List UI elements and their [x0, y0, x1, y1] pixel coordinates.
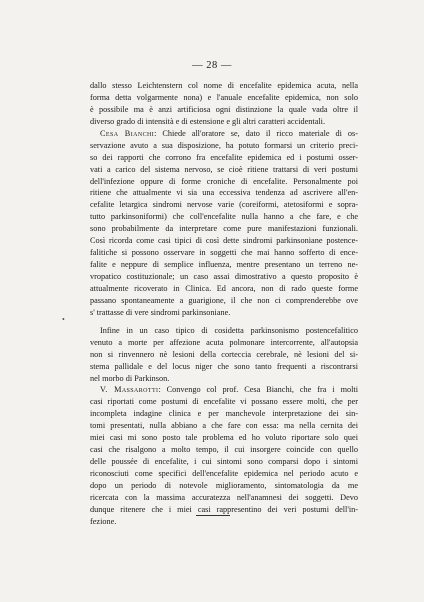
text-line: cefalite letargica sindromi nervose varie (coreiformi, atetosiformi e sopra-	[90, 200, 358, 210]
text-line: servazione avuto a sua disposizione, ha potuto formarsi un criterio preci-	[90, 140, 358, 150]
paragraph	[90, 384, 358, 527]
speaker-name: Cesa Bianchi	[100, 128, 155, 138]
text-line: dallo stesso Leichtenstern col nome di encefalite epidemica acuta, nella	[90, 81, 358, 90]
text-line: diverso grado di intensità e di estensione e gli altri caratteri accidentali.	[90, 116, 326, 126]
text-line: miei casi mi sono posto tale problema ed ho voluto riportare solo quei	[90, 433, 358, 443]
text-line: vati a carico del sistema nervoso, se cioè ritiene trattarsi di veri postumi	[90, 164, 358, 174]
closing-rule	[196, 515, 230, 516]
text-line: Così ricorda come casi tipici di così dette sindromi parkinsoniane postence-	[90, 236, 358, 246]
text-line: nel morbo di Parkinson.	[90, 373, 170, 383]
text-line: falitiche si possono osservare in soggetti che mai hanno sofferto di ence-	[90, 248, 358, 258]
paragraph	[90, 80, 358, 128]
text-line: s' trattasse di vere sindromi parkinsoniane.	[90, 307, 231, 317]
text-line: dopo un periodo di notevole miglioramento, sintomatologia da me	[90, 480, 358, 490]
speaker-name: V. Massarotti	[100, 385, 159, 395]
text-line	[90, 384, 358, 396]
text-line: ricercata con la massima accuratezza nell'anamnesi dei soggetti. Devo	[90, 492, 358, 502]
text-line: ritiene che attualmente vi sia una eccessiva tendenza ad ascrivere all'en-	[90, 188, 358, 198]
text-line: delle poussée di encefalite, i cui sintomi sono comparsi dopo i sintomi	[90, 457, 358, 467]
text-line: è possibile ma è anzi artificiosa ogni distinzione la quale vada oltre il	[90, 104, 358, 114]
text-line: vropatico costituzionale; un caso assai dimostrativo a questo proposito è	[90, 272, 358, 281]
text-line: dunque ritenere che i miei casi rappresentino dei veri postumi dell'in-	[90, 504, 358, 514]
text-line: non si rinvennero nè lesioni della corteccia cerebrale, nè lesioni del si-	[90, 349, 358, 359]
text-line: incompleta indagine clinica e per manchevole interpretazione dei sin-	[90, 409, 358, 419]
text-line: tutto parkinsoniformi) che coll'encefalite nulla hanno a che fare, e che	[90, 212, 358, 222]
document-body	[90, 80, 358, 528]
text-line: sono probabilmente da interpretare come pure manifestazioni funzionali.	[90, 224, 358, 234]
margin-mark: •	[62, 315, 65, 324]
text-run: : Convengo col prof. Cesa Bianchi, che fra i molti	[158, 385, 359, 395]
text-line: forma detta volgarmente nona) e l'anuale encefalite epidemica, non solo	[90, 92, 358, 102]
text-run: : Chiede all'oratore se, dato il ricco materiale di os-	[154, 128, 358, 138]
paragraph	[90, 128, 358, 319]
text-line: venuto a morte per affezione acuta polmonare intercorrente, all'autopsia	[90, 337, 358, 347]
text-line: dell'infezione oppure di forme croniche di encefalite. Personalmente poi	[90, 176, 358, 186]
text-line: falite e neppure di semplice influenza, mentre presentano un terreno ne-	[90, 260, 358, 270]
text-line: so dei rapporti che corrono fra encefalite epidemica ed i postumi osser-	[90, 152, 358, 162]
text-line: casi che risalgono a molto tempo, il cui insorgere coincide con quello	[90, 445, 358, 455]
text-line: fezione.	[90, 516, 117, 526]
text-line	[90, 128, 358, 140]
text-line: riconosciuti come specifici dell'encefalite epidemica nel periodo acuto e	[90, 469, 358, 478]
text-line: stema pallidale e del locus niger che sono tanto frequenti a riscontrarsi	[90, 361, 358, 371]
text-line: passano spontaneamente a guarigione, il che non ci comprenderebbe ove	[90, 295, 358, 305]
paragraph	[90, 325, 358, 385]
page-number: — 28 —	[192, 60, 232, 71]
text-line: casi riportati come postumi di encefalite vi possano essere molti, che per	[90, 397, 358, 407]
text-line: attualmente ricoverato in Clinica. Ed ancora, non di rado queste forme	[90, 283, 358, 293]
text-line: Infine in un caso tipico di cosidetta parkinsonismo postencefalitico	[100, 325, 358, 335]
text-line: tomi presentati, nulla abbiano a che fare con essa: ma nella cernita dei	[90, 421, 358, 431]
